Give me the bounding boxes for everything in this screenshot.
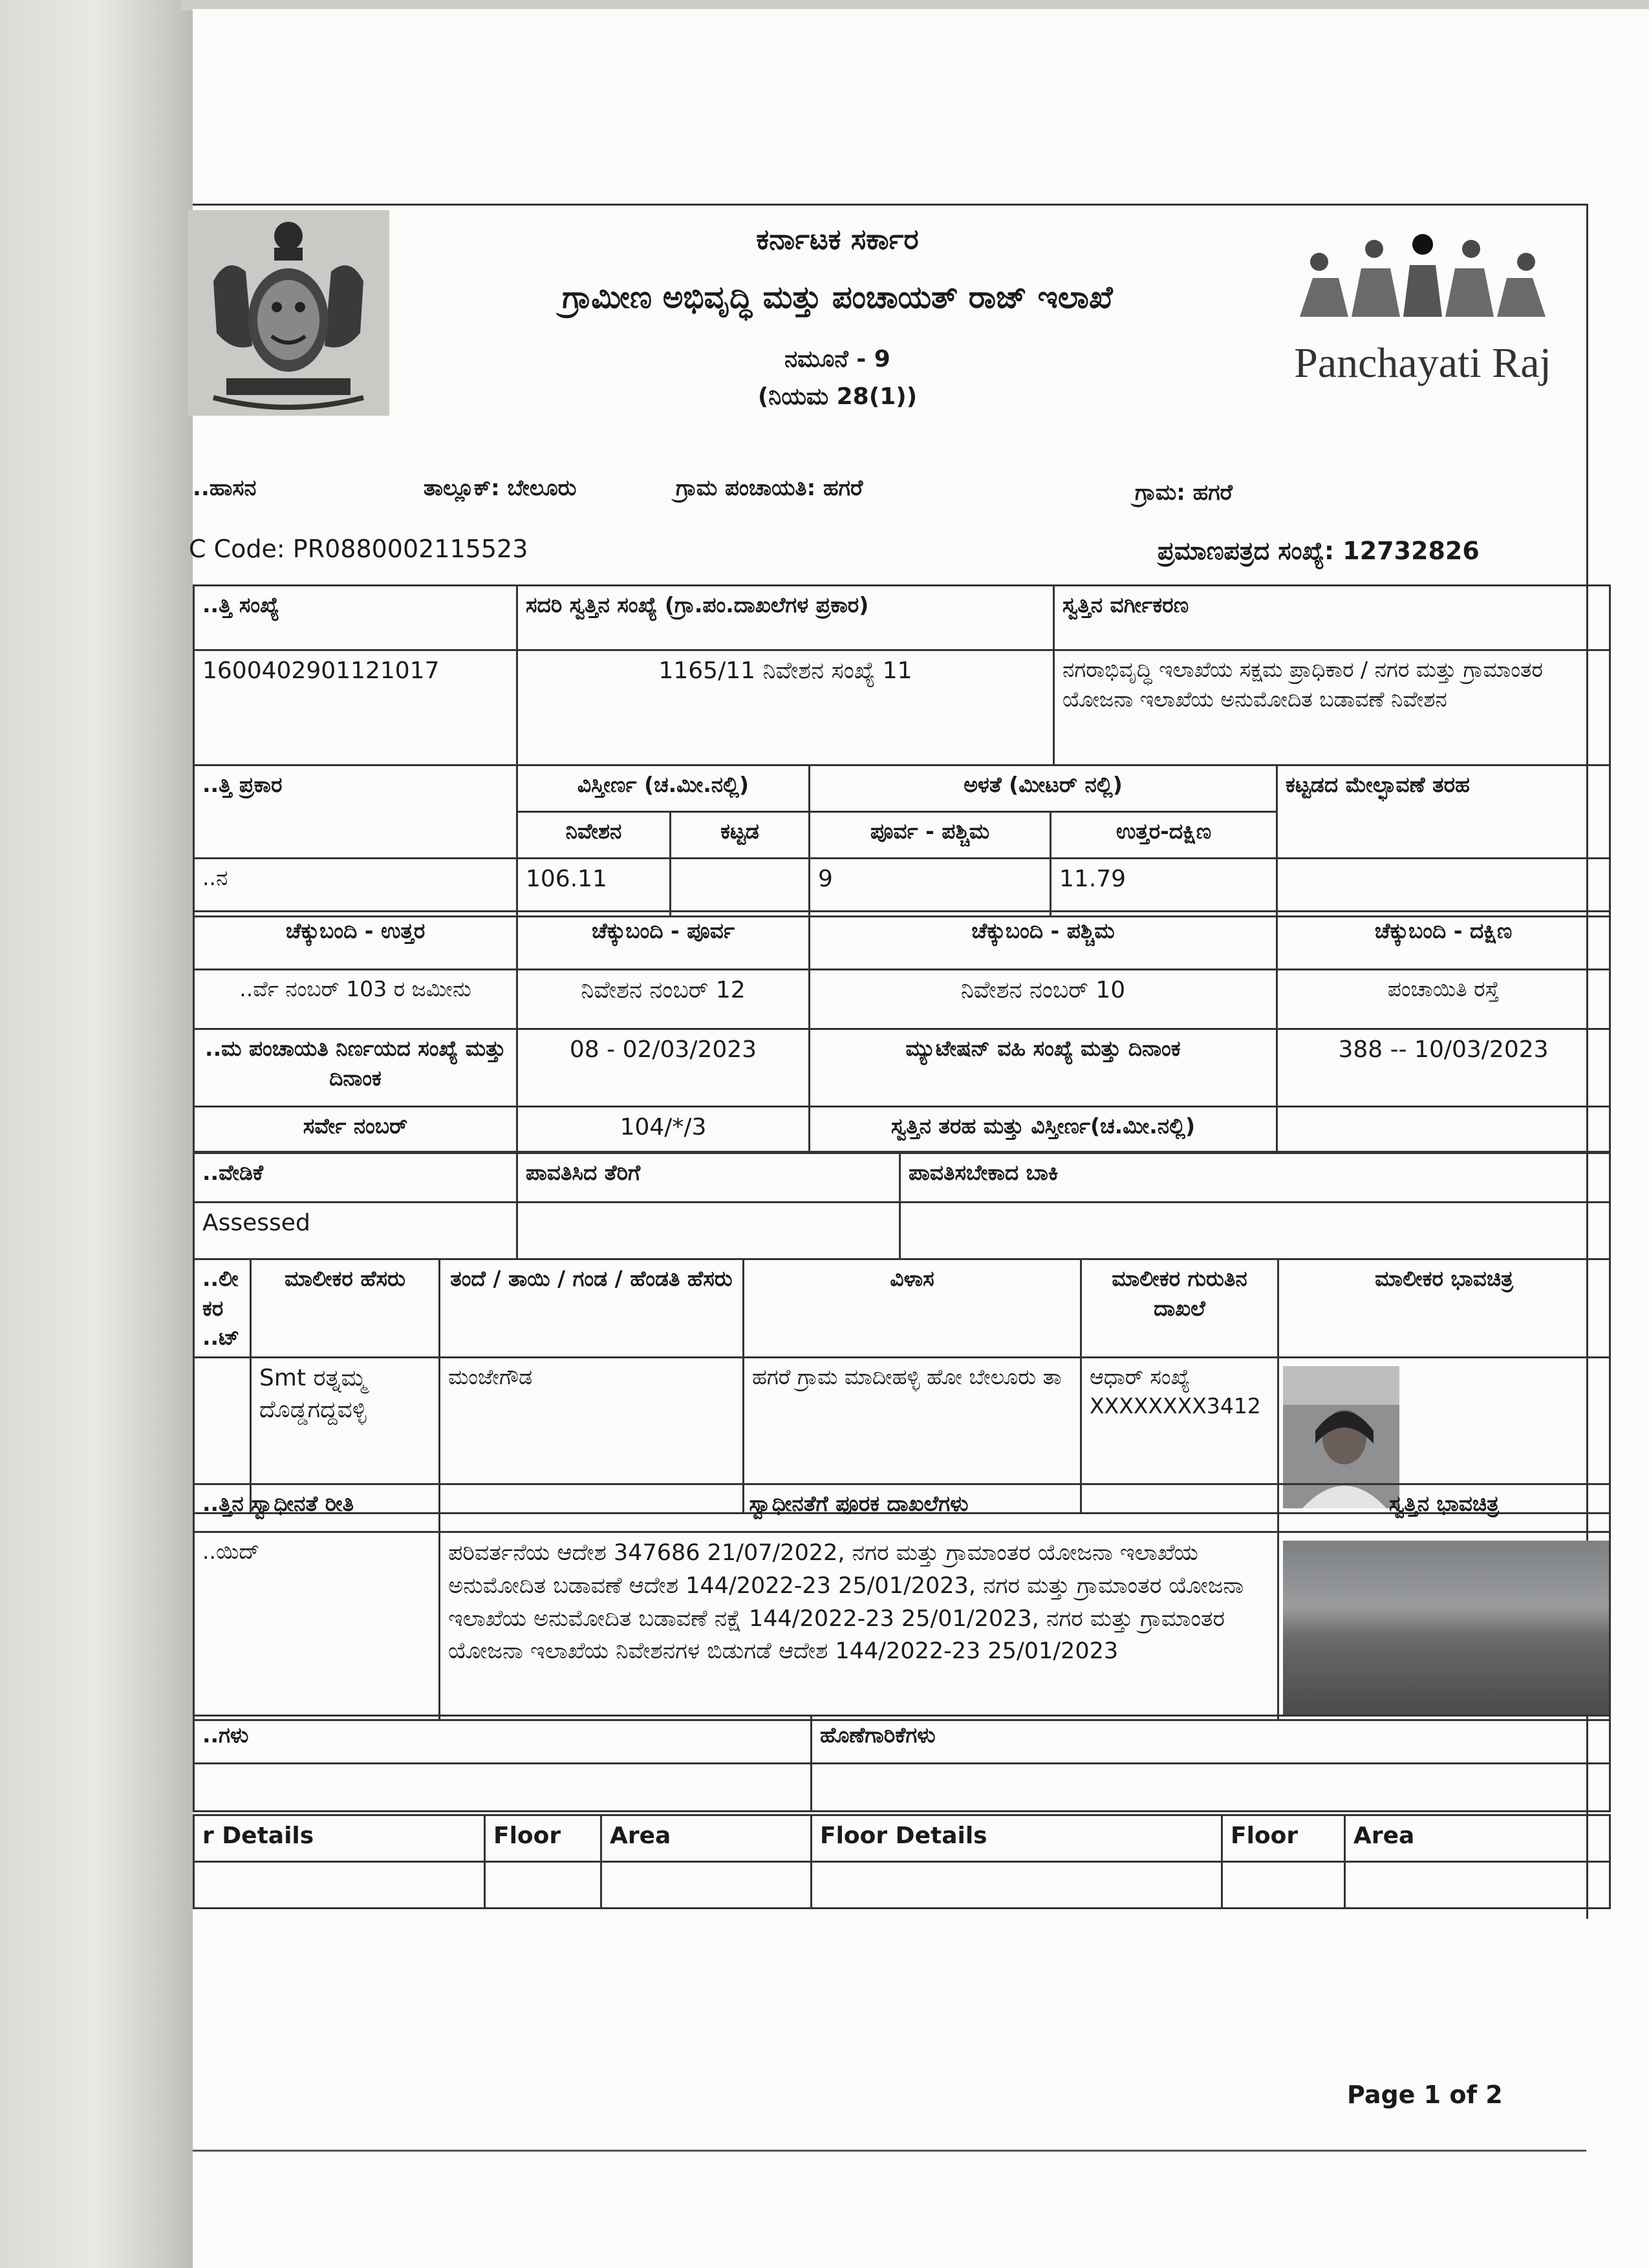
floor-details-left-value xyxy=(194,1862,485,1909)
building-label: ಕಟ್ಟಡ xyxy=(671,812,810,859)
west-boundary-value: ನಿವೇಶನ ನಂಬರ್ 10 xyxy=(810,970,1277,1029)
survey-number-value: 104/*/3 xyxy=(517,1107,810,1152)
karnataka-emblem-icon xyxy=(188,210,389,416)
certificate-number: ಪ್ರಮಾಣಪತ್ರದ ಸಂಖ್ಯೆ: 12732826 xyxy=(1158,537,1480,565)
east-boundary-value: ನಿವೇಶನ ನಂಬರ್ 12 xyxy=(517,970,810,1029)
owner-name-label: ಮಾಲೀಕರ ಹೆಸರು xyxy=(251,1259,440,1358)
lgd-code: C Code: PR0880002115523 xyxy=(189,535,528,563)
floor-right-label: Floor xyxy=(1222,1815,1345,1862)
east-west-value: 9 xyxy=(810,859,1051,917)
floor-details-right-value xyxy=(812,1862,1222,1909)
page-bottom-rule xyxy=(193,2150,1586,2152)
area-right-value xyxy=(1345,1862,1610,1909)
property-photo xyxy=(1283,1541,1610,1715)
west-boundary-label: ಚೆಕ್ಕುಬಂದಿ - ಪಶ್ಚಿಮ xyxy=(810,912,1277,970)
floor-left-label: Floor xyxy=(485,1815,601,1862)
south-boundary-label: ಚೆಕ್ಕುಬಂದಿ - ದಕ್ಷಿಣ xyxy=(1277,912,1610,970)
owner-serial-label: ..ಲೀಕರ ..ಟ್ xyxy=(194,1259,251,1358)
rule-reference: (ನಿಯಮ 28(1)) xyxy=(757,383,918,410)
floor-details-right-label: Floor Details xyxy=(812,1815,1222,1862)
owner-relation-label: ತಂದೆ / ತಾಯಿ / ಗಂಡ / ಹೆಂಡತಿ ಹೆಸರು xyxy=(440,1259,744,1358)
building-area-value xyxy=(671,859,810,917)
form-number: ನಮೂನೆ - 9 xyxy=(784,346,890,372)
mutation-register-value: 388 -- 10/03/2023 xyxy=(1277,1029,1610,1107)
property-nature-label: ಸ್ವತ್ತಿನ ತರಹ ಮತ್ತು ವಿಸ್ತೀರ್ಣ(ಚ.ಮೀ.ನಲ್ಲಿ) xyxy=(810,1107,1277,1152)
gp-resolution-value: 08 - 02/03/2023 xyxy=(517,1029,810,1107)
liabilities-table xyxy=(193,1715,1611,1812)
property-type-label: ..ತ್ತಿ ಪ್ರಕಾರ xyxy=(194,765,517,859)
gp-property-number-value: 1165/11 ನಿವೇಶನ ಸಂಖ್ಯೆ 11 xyxy=(517,650,1054,765)
ownership-documents-label: ಸ್ವಾಧೀನತೆಗೆ ಪೂರಕ ದಾಖಲೆಗಳು xyxy=(440,1484,1278,1532)
floor-left-value xyxy=(485,1862,601,1909)
rights-value xyxy=(194,1764,812,1812)
mutation-register-label: ಮ್ಯುಟೇಷನ್ ವಹಿ ಸಂಖ್ಯೆ ಮತ್ತು ದಿನಾಂಕ xyxy=(810,1029,1277,1107)
property-classification-label: ಸ್ವತ್ತಿನ ವರ್ಗೀಕರಣ xyxy=(1054,586,1610,650)
property-id-label: ..ತ್ತಿ ಸಂಖ್ಯೆ xyxy=(194,586,517,650)
site-label: ನಿವೇಶನ xyxy=(517,812,671,859)
property-id-table xyxy=(193,584,1611,766)
property-photo-cell xyxy=(1278,1532,1610,1720)
owner-name-value: Smt ರತ್ನಮ್ಮ ದೊಡ್ಡಗದ್ದವಳ್ಳಿ xyxy=(251,1357,440,1513)
south-boundary-value: ಪಂಚಾಯಿತಿ ರಸ್ತೆ xyxy=(1277,970,1610,1029)
ownership-documents-value: ಪರಿವರ್ತನೆಯ ಆದೇಶ 347686 21/07/2022, ನಗರ ಮತ್ತು ಗ್ರಾಮಾಂತರ ಯೋಜನಾ ಇಲಾಖೆಯ ಅನುಮೋದಿತ ಬಡಾವಣೆ ಆದೇಶ 144/2022-23 25/01/2023, ನಗರ ಮತ್ತು ಗ್ರಾಮಾಂತರ ಯೋಜನಾ ಇಲಾಖೆಯ ಅನುಮೋದಿತ ಬಡಾವಣೆ ನಕ್ಷೆ 144/2022-23 25/01/2023, ನಗರ ಮತ್ತು ಗ್ರಾಮಾಂತರ ಯೋಜನಾ ಇಲಾಖೆಯ ನಿವೇಶನಗಳ ಬಿಡುಗಡೆ ಆದೇಶ 144/2022-23 25/01/2023 xyxy=(440,1532,1278,1720)
panchayati-raj-logo xyxy=(1287,226,1558,407)
ownership-method-label: ..ತ್ತಿನ ಸ್ವಾಧೀನತೆ ರೀತಿ xyxy=(194,1484,440,1532)
tax-paid-label: ಪಾವತಿಸಿದ ತೆರಿಗೆ xyxy=(517,1153,900,1203)
property-photo-label: ಸ್ವತ್ತಿನ ಭಾವಚಿತ್ರ xyxy=(1278,1484,1610,1532)
boundaries-table xyxy=(193,910,1611,1153)
owner-id-label: ಮಾಲೀಕರ ಗುರುತಿನ ದಾಖಲೆ xyxy=(1081,1259,1278,1358)
area-right-label: Area xyxy=(1345,1815,1610,1862)
area-table xyxy=(193,764,1611,917)
tax-balance-value xyxy=(900,1203,1610,1259)
site-area-value: 106.11 xyxy=(517,859,671,917)
panchayati-raj-people-icon xyxy=(1287,226,1558,336)
state-government-heading: ಕರ್ನಾಟಕ ಸರ್ಕಾರ xyxy=(756,223,919,256)
floor-right-value xyxy=(1222,1862,1345,1909)
construction-type-value xyxy=(1277,859,1610,917)
area-left-value xyxy=(601,1862,812,1909)
extent-label: ವಿಸ್ತೀರ್ಣ (ಚ.ಮೀ.ನಲ್ಲಿ) xyxy=(517,765,810,812)
ownership-method-value: ..ಯಿದ್ xyxy=(194,1532,440,1720)
floor-details-left-label: r Details xyxy=(194,1815,485,1862)
owner-id-type: ಆಧಾರ್ ಸಂಖ್ಯೆ xyxy=(1090,1364,1191,1389)
property-id-value: 1600402901121017 xyxy=(194,650,517,765)
owner-address-label: ವಿಳಾಸ xyxy=(744,1259,1081,1358)
liabilities-label: ಹೊಣೆಗಾರಿಕೆಗಳು xyxy=(812,1716,1610,1764)
tax-demand-label: ..ವೇಡಿಕೆ xyxy=(194,1153,517,1203)
owner-photo-label: ಮಾಲೀಕರ ಭಾವಚಿತ್ರ xyxy=(1278,1259,1610,1358)
gram-panchayat: ಗ್ರಾಮ ಪಂಚಾಯತಿ: ಹಗರೆ xyxy=(676,475,863,501)
tax-balance-label: ಪಾವತಿಸಬೇಕಾದ ಬಾಕಿ xyxy=(900,1153,1610,1203)
survey-number-label: ಸರ್ವೇ ನಂಬರ್ xyxy=(194,1107,517,1152)
gp-resolution-label: ..ಮ ಪಂಚಾಯತಿ ನಿರ್ಣಯದ ಸಂಖ್ಯೆ ಮತ್ತು ದಿನಾಂಕ xyxy=(194,1029,517,1107)
north-boundary-value: ..ರ್ವೆ ನಂಬರ್ 103 ರ ಜಮೀನು xyxy=(194,970,517,1029)
tax-demand-value: Assessed xyxy=(194,1203,517,1259)
tax-table xyxy=(193,1152,1611,1260)
construction-type-label: ಕಟ್ಟಡದ ಮೇಲ್ಛಾವಣೆ ತರಹ xyxy=(1277,765,1610,859)
page-number: Page 1 of 2 xyxy=(1347,2081,1503,2109)
north-south-value: 11.79 xyxy=(1051,859,1277,917)
gp-property-number-label: ಸದರಿ ಸ್ವತ್ತಿನ ಸಂಖ್ಯೆ (ಗ್ರಾ.ಪಂ.ದಾಖಲೆಗಳ ಪ್ರಕಾರ) xyxy=(517,586,1054,650)
floor-details-table xyxy=(193,1814,1611,1909)
east-boundary-label: ಚೆಕ್ಕುಬಂದಿ - ಪೂರ್ವ xyxy=(517,912,810,970)
north-boundary-label: ಚೆಕ್ಕುಬಂದಿ - ಉತ್ತರ xyxy=(194,912,517,970)
ownership-table xyxy=(193,1483,1611,1721)
panchayati-raj-logo-text: Panchayati Raj xyxy=(1294,339,1551,387)
owner-address-value: ಹಗರೆ ಗ್ರಾಮ ಮಾದೀಹಳ್ಳಿ ಹೋ ಬೇಲೂರು ತಾ xyxy=(744,1357,1081,1513)
property-nature-value xyxy=(1277,1107,1610,1152)
north-south-label: ಉತ್ತರ-ದಕ್ಷಿಣ xyxy=(1051,812,1277,859)
owner-relation-value: ಮಂಜೇಗೌಡ xyxy=(440,1357,744,1513)
liabilities-value xyxy=(812,1764,1610,1812)
east-west-label: ಪೂರ್ವ - ಪಶ್ಚಿಮ xyxy=(810,812,1051,859)
property-type-value: ..ನ xyxy=(194,859,517,917)
tax-paid-value xyxy=(517,1203,900,1259)
rights-label: ..ಗಳು xyxy=(194,1716,812,1764)
department-heading: ಗ್ರಾಮೀಣ ಅಭಿವೃದ್ಧಿ ಮತ್ತು ಪಂಚಾಯತ್ ರಾಜ್ ಇಲಾಖೆ xyxy=(562,279,1113,316)
owner-table xyxy=(193,1258,1611,1514)
property-classification-value: ನಗರಾಭಿವೃದ್ಧಿ ಇಲಾಖೆಯ ಸಕ್ಷಮ ಪ್ರಾಧಿಕಾರ / ನಗರ ಮತ್ತು ಗ್ರಾಮಾಂತರ ಯೋಜನಾ ಇಲಾಖೆಯ ಅನುಮೋದಿತ ಬಡಾವಣೆ ನಿವೇಶನ xyxy=(1054,650,1610,765)
district: ..ಹಾಸನ xyxy=(193,475,257,501)
dimension-label: ಅಳತೆ (ಮೀಟರ್ ನಲ್ಲಿ) xyxy=(810,765,1277,812)
village: ಗ್ರಾಮ: ಹಗರೆ xyxy=(1135,480,1233,506)
owner-id-number: XXXXXXXX3412 xyxy=(1090,1393,1261,1419)
taluk: ತಾಲ್ಲೂಕ್: ಬೇಲೂರು xyxy=(424,475,577,501)
scanner-margin xyxy=(0,0,194,2268)
area-left-label: Area xyxy=(601,1815,812,1862)
